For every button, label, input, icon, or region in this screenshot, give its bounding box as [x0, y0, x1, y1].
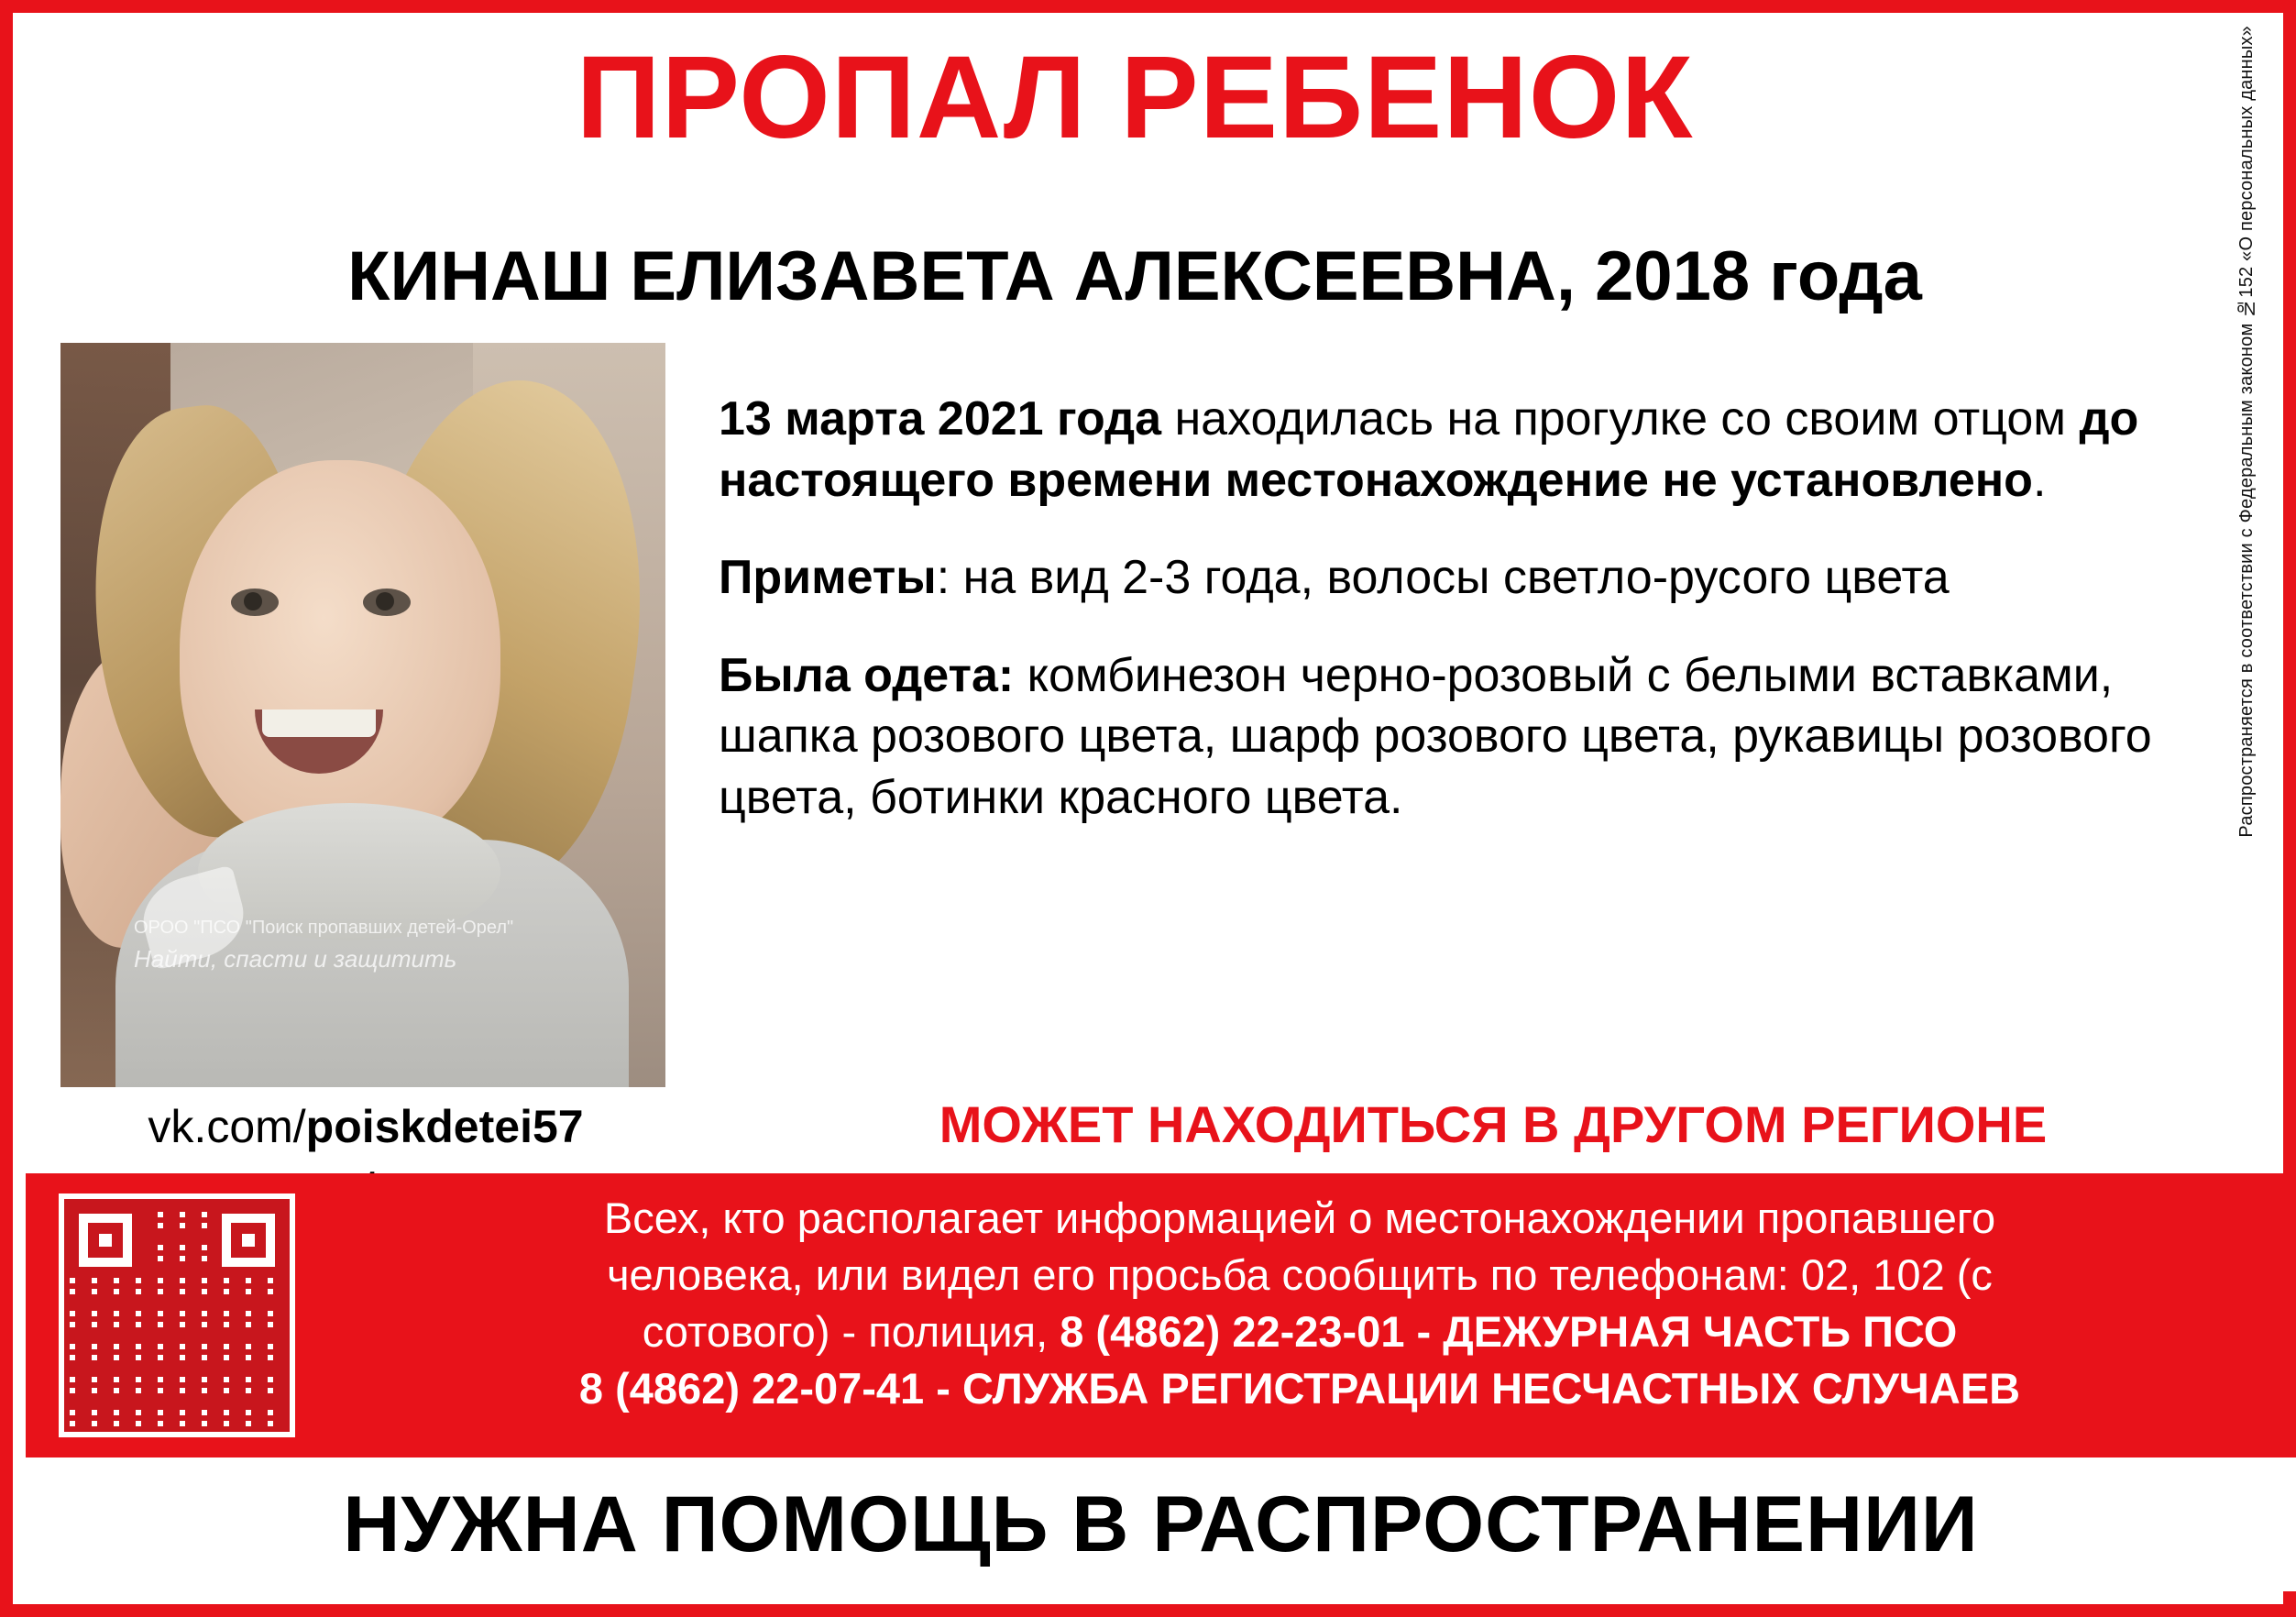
appearance-text: : на вид 2-3 года, волосы светло-русого цвета — [936, 551, 1950, 605]
contact-line-2: человека, или видел его просьба сообщить по телефонам: 02, 102 (с — [607, 1250, 1993, 1300]
appearance-label: Приметы — [719, 551, 937, 605]
photo-container — [60, 343, 665, 1087]
photo-eye-left — [231, 588, 279, 616]
incident-status: до настоящего времени местонахождение не установлено — [719, 392, 2139, 507]
case-details — [719, 389, 2258, 864]
vk-prefix: vk.com/ — [148, 1101, 306, 1152]
vk-handle: poiskdetei57 — [305, 1101, 584, 1152]
page-title: ПРОПАЛ РЕБЕНОК — [576, 32, 1694, 163]
legal-side-note-text: Распространяется в соответствии с Федеральным законом №152 «О персональных данных» — [2236, 26, 2257, 838]
photo-face — [180, 460, 500, 854]
qr-code-pattern — [64, 1199, 290, 1432]
contact-line-3-phone: 8 (4862) 22-23-01 - ДЕЖУРНАЯ ЧАСТЬ ПСО — [1060, 1307, 1958, 1357]
photo-eye-right — [363, 588, 411, 616]
watermark-org: ОРОО "ПСО "Поиск пропавших детей-Орел" — [134, 918, 514, 938]
incident-text: находилась на прогулке со своим отцом — [1161, 392, 2080, 446]
child-photo — [60, 343, 665, 1087]
contact-line-4: 8 (4862) 22-07-41 - СЛУЖБА РЕГИСТРАЦИИ НЕСЧАСТНЫХ СЛУЧАЕВ — [578, 1364, 2021, 1414]
contact-text — [328, 1190, 2271, 1417]
clothing-text: комбинезон черно-розовый с белыми вставками, шапка розового цвета, шарф розового цвета, рукавицы розового цвета, ботинки красного цвета. — [719, 648, 2152, 824]
incident-period: . — [2032, 453, 2047, 507]
vk-link[interactable] — [49, 1100, 682, 1154]
clothing-label: Была одета: — [719, 648, 1015, 702]
person-name-and-year: КИНАШ ЕЛИЗАВЕТА АЛЕКСЕЕВНА, 2018 года — [347, 237, 1922, 315]
contact-line-3-plain: сотового) - полиция, — [642, 1307, 1060, 1357]
footer-text: НУЖНА ПОМОЩЬ В РАСПРОСТРАНЕНИИ — [343, 1480, 1979, 1568]
detail-paragraph-appearance — [719, 547, 2258, 609]
detail-paragraph-clothing — [719, 645, 2258, 829]
contact-line-3 — [328, 1304, 2271, 1360]
watermark-slogan: Найти, спасти и защитить — [134, 945, 457, 973]
contact-band — [26, 1173, 2296, 1458]
qr-code[interactable] — [59, 1194, 295, 1437]
photo-teeth — [262, 710, 376, 737]
incident-date: 13 марта 2021 года — [719, 392, 1162, 446]
footer-call-to-action — [26, 1458, 2296, 1591]
detail-paragraph-circumstances — [719, 389, 2258, 511]
photo-watermark — [134, 914, 592, 977]
region-alert: МОЖЕТ НАХОДИТЬСЯ В ДРУГОМ РЕГИОНЕ — [939, 1095, 2048, 1153]
contact-line-1: Всех, кто располагает информацией о местонахождении пропавшего — [603, 1194, 1996, 1242]
